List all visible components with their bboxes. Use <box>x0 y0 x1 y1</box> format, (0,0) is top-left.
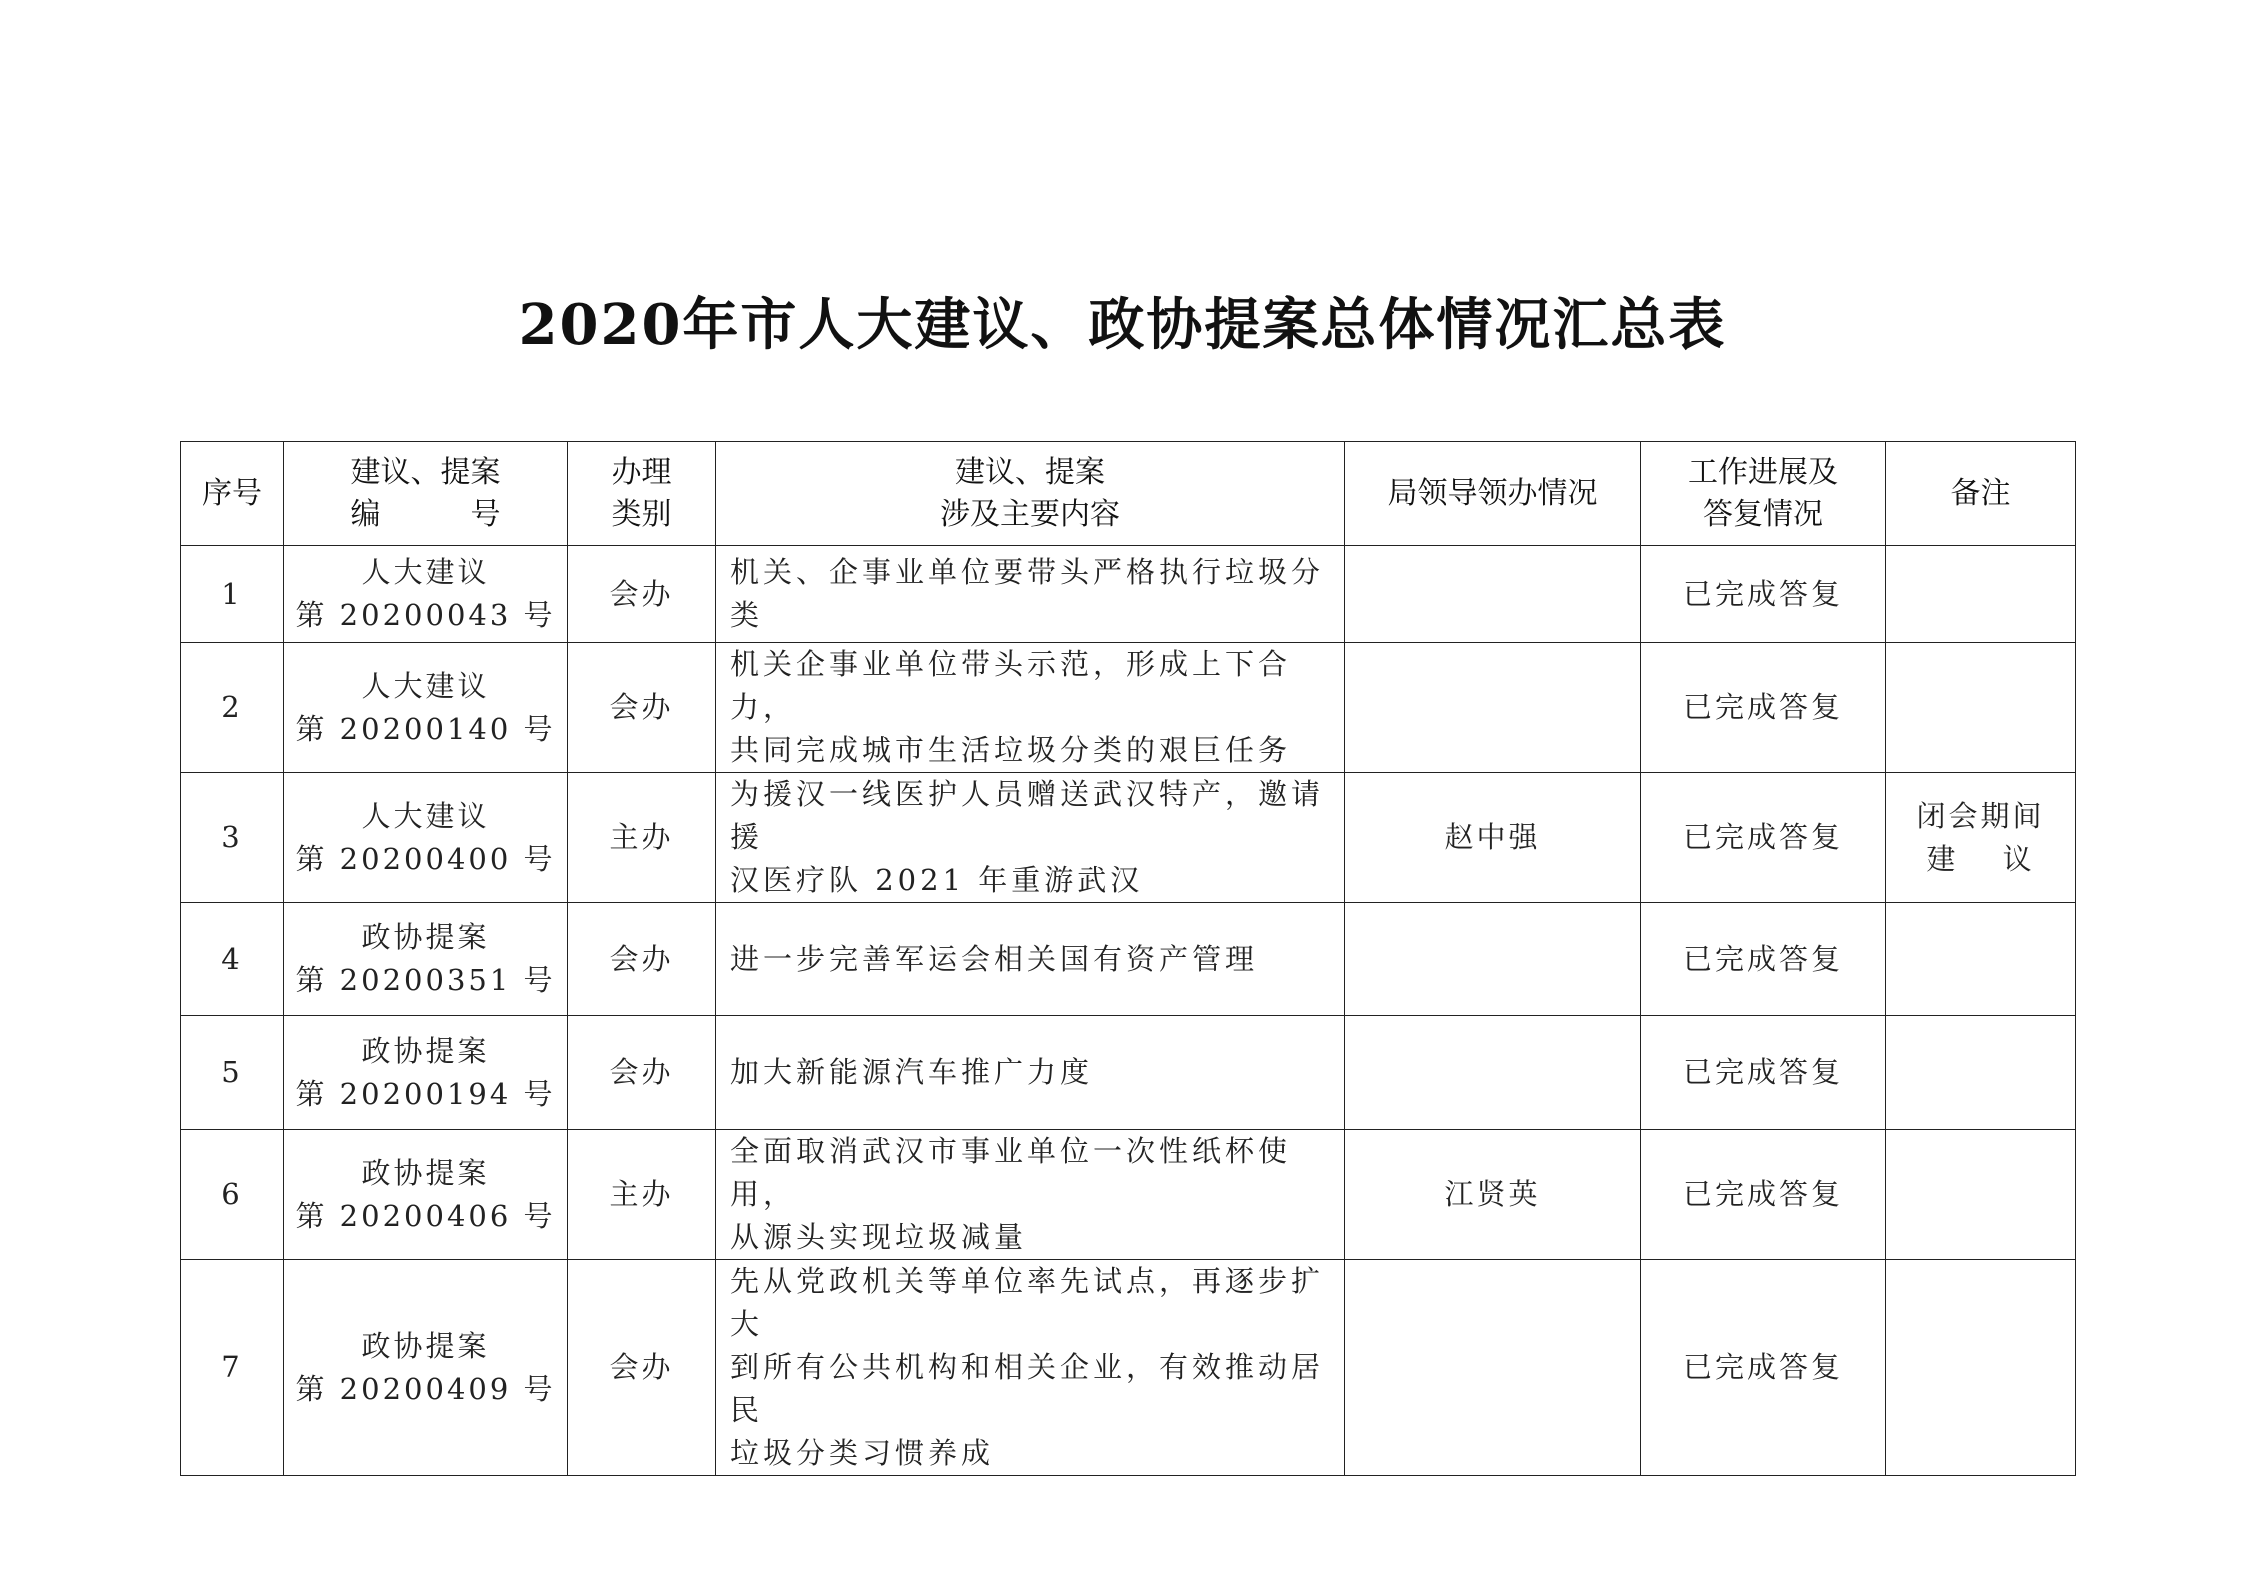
cell-progress: 已完成答复 <box>1641 903 1886 1016</box>
cell-seq: 4 <box>181 903 284 1016</box>
header-id <box>284 442 568 546</box>
header-type <box>568 442 716 546</box>
cell-content: 先从党政机关等单位率先试点，再逐步扩大 到所有公共机构和相关企业，有效推动居民 垃圾分类习惯养成 <box>716 1260 1345 1476</box>
cell-id: 人大建议 第 20200400 号 <box>284 773 568 903</box>
cell-type: 会办 <box>568 1260 716 1476</box>
header-content-line1: 建议、提案 <box>955 454 1105 490</box>
cell-id: 政协提案 第 20200351 号 <box>284 903 568 1016</box>
cell-progress: 已完成答复 <box>1641 1016 1886 1130</box>
header-content <box>716 442 1345 546</box>
table-row <box>181 643 2076 773</box>
header-id-line1: 建议、提案 <box>350 454 501 490</box>
document-title: 2020年市人大建议、政协提案总体情况汇总表 <box>518 292 1727 358</box>
cell-progress: 已完成答复 <box>1641 546 1886 643</box>
header-progress <box>1641 442 1886 546</box>
cell-progress: 已完成答复 <box>1641 643 1886 773</box>
header-leader: 局领导领办情况 <box>1345 442 1641 546</box>
cell-type: 主办 <box>568 1130 716 1260</box>
cell-note <box>1886 903 2076 1016</box>
table-row <box>181 773 2076 903</box>
table-row <box>181 1130 2076 1260</box>
cell-type: 会办 <box>568 1016 716 1130</box>
cell-id: 人大建议 第 20200043 号 <box>284 546 568 643</box>
cell-leader: 江贤英 <box>1345 1130 1641 1260</box>
cell-id: 政协提案 第 20200406 号 <box>284 1130 568 1260</box>
cell-id: 政协提案 第 20200194 号 <box>284 1016 568 1130</box>
table-row <box>181 1260 2076 1476</box>
table-row <box>181 1016 2076 1130</box>
cell-note <box>1886 643 2076 773</box>
cell-seq: 2 <box>181 643 284 773</box>
cell-leader <box>1345 643 1641 773</box>
header-type-line2: 类别 <box>611 496 672 532</box>
header-content-line2: 涉及主要内容 <box>940 496 1120 532</box>
cell-id: 政协提案 第 20200409 号 <box>284 1260 568 1476</box>
cell-type: 会办 <box>568 546 716 643</box>
header-row <box>181 442 2076 546</box>
header-progress-line2: 答复情况 <box>1703 496 1823 532</box>
cell-content: 进一步完善军运会相关国有资产管理 <box>716 903 1345 1016</box>
cell-type: 主办 <box>568 773 716 903</box>
cell-seq: 7 <box>181 1260 284 1476</box>
header-progress-line1: 工作进展及 <box>1688 454 1838 490</box>
cell-note <box>1886 1130 2076 1260</box>
cell-note <box>1886 546 2076 643</box>
cell-content: 全面取消武汉市事业单位一次性纸杯使用， 从源头实现垃圾减量 <box>716 1130 1345 1260</box>
cell-leader <box>1345 903 1641 1016</box>
cell-type: 会办 <box>568 643 716 773</box>
summary-table <box>180 441 2076 1476</box>
cell-leader <box>1345 1016 1641 1130</box>
table-row <box>181 546 2076 643</box>
cell-leader <box>1345 546 1641 643</box>
cell-seq: 1 <box>181 546 284 643</box>
header-note: 备注 <box>1886 442 2076 546</box>
cell-id: 人大建议 第 20200140 号 <box>284 643 568 773</box>
cell-progress: 已完成答复 <box>1641 773 1886 903</box>
cell-leader <box>1345 1260 1641 1476</box>
cell-content: 机关企事业单位带头示范，形成上下合力， 共同完成城市生活垃圾分类的艰巨任务 <box>716 643 1345 773</box>
cell-seq: 6 <box>181 1130 284 1260</box>
header-seq: 序号 <box>181 442 284 546</box>
cell-content: 机关、企事业单位要带头严格执行垃圾分类 <box>716 546 1345 643</box>
cell-note <box>1886 1016 2076 1130</box>
cell-type: 会办 <box>568 903 716 1016</box>
cell-leader: 赵中强 <box>1345 773 1641 903</box>
cell-content: 为援汉一线医护人员赠送武汉特产，邀请援 汉医疗队 2021 年重游武汉 <box>716 773 1345 903</box>
cell-content: 加大新能源汽车推广力度 <box>716 1016 1345 1130</box>
header-id-line2: 编 号 <box>350 496 501 532</box>
header-type-line1: 办理 <box>611 454 672 490</box>
cell-note: 闭会期间 建 议 <box>1886 773 2076 903</box>
cell-note <box>1886 1260 2076 1476</box>
table-row <box>181 903 2076 1016</box>
cell-seq: 3 <box>181 773 284 903</box>
cell-seq: 5 <box>181 1016 284 1130</box>
cell-progress: 已完成答复 <box>1641 1130 1886 1260</box>
cell-progress: 已完成答复 <box>1641 1260 1886 1476</box>
